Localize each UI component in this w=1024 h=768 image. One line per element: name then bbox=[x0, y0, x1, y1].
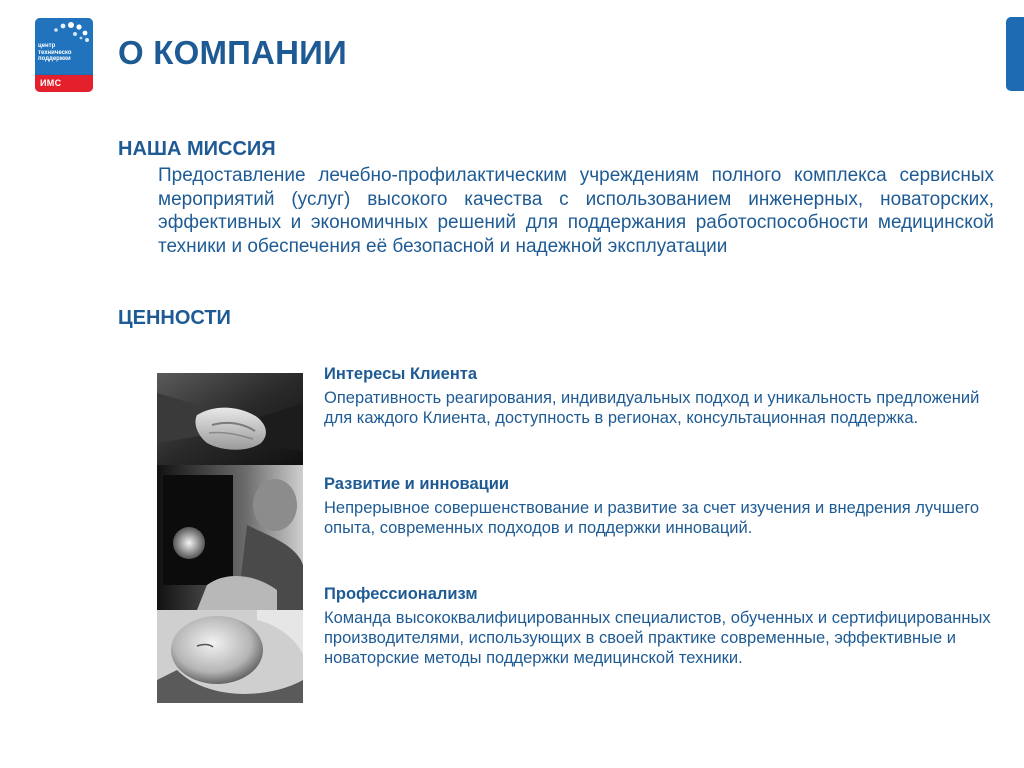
newborn-photo bbox=[157, 610, 303, 703]
logo-red-band bbox=[35, 75, 93, 92]
right-edge-tab bbox=[1006, 17, 1024, 91]
value-title: Интересы Клиента bbox=[324, 365, 478, 383]
mission-text: Предоставление лечебно-профилактическим учреждениям полного комплекса сервисных мероприятий (услуг) высокого качества с использованием инженерных, новаторских, эффективных и экономичных решений для поддержания работоспособности медицинской техники и обеспечения её безопасной и надежной эксплуатации bbox=[158, 165, 994, 257]
value-title: Развитие и инновации bbox=[324, 475, 510, 493]
values-photo-strip bbox=[157, 373, 303, 703]
value-description: Команда высококвалифицированных специалистов, обученных и сертифицированных производителями, использующих в своей практике современные, эффективные и новаторские методы поддержки медицинской техники. bbox=[324, 609, 991, 667]
logo-text: центр техническо поддержки bbox=[38, 43, 72, 62]
company-logo bbox=[35, 18, 93, 92]
mission-heading: НАША МИССИЯ bbox=[118, 138, 276, 160]
logo-label: ИМС bbox=[40, 78, 62, 88]
value-professionalism bbox=[324, 584, 994, 668]
value-description: Непрерывное совершенствование и развитие за счет изучения и внедрения лучшего опыта, современных подходов и поддержки инноваций. bbox=[324, 499, 980, 537]
value-description: Оперативность реагирования, индивидуальных подход и уникальность предложений для каждого Клиента, доступность в регионах, консультационная поддержка. bbox=[324, 389, 980, 427]
value-client-interests bbox=[324, 364, 994, 428]
value-title: Профессионализм bbox=[324, 585, 478, 603]
handshake-photo bbox=[157, 373, 303, 465]
value-development-innovation bbox=[324, 474, 994, 538]
values-heading: ЦЕННОСТИ bbox=[118, 307, 231, 329]
medical-imaging-photo bbox=[157, 465, 303, 610]
page-title: О КОМПАНИИ bbox=[118, 34, 347, 71]
